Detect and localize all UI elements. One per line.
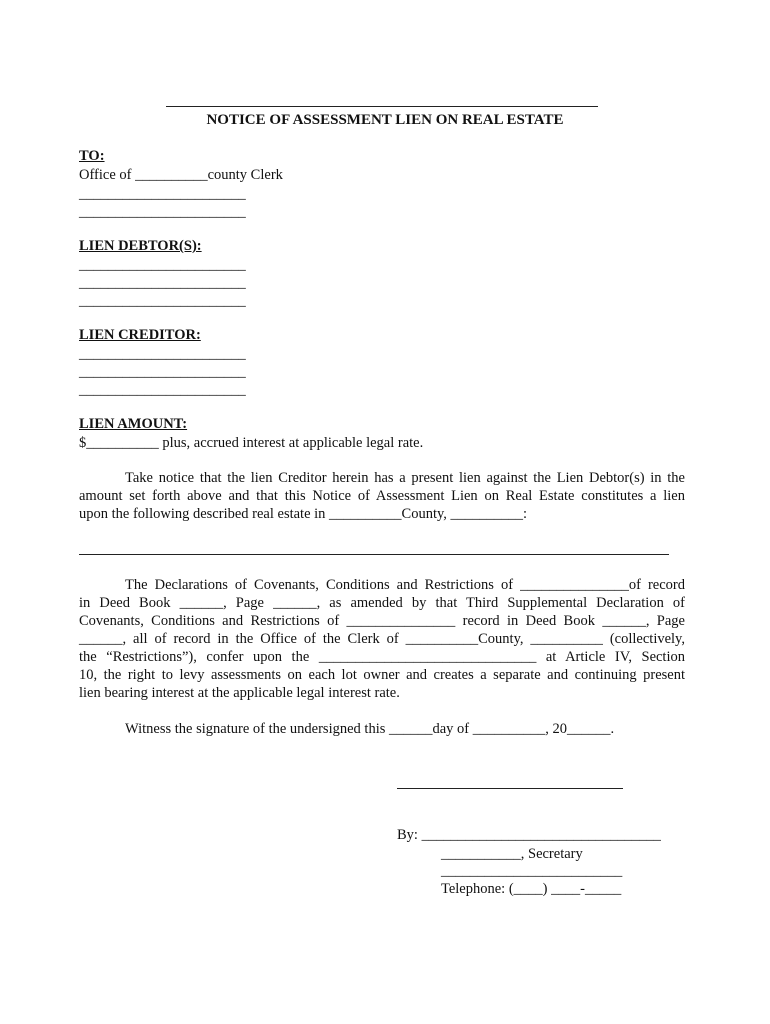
paragraph1-line-2: amount set forth above and that this Notice of Assessment Lien on Real Estate constitutes a lien (79, 488, 685, 504)
paragraph2-line-2: in Deed Book ______, Page ______, as amended by that Third Supplemental Declaration of (79, 595, 685, 611)
creditor-blank-line-3: _______________________ (79, 382, 246, 398)
by-line: By: _________________________________ (397, 827, 661, 843)
telephone-line: Telephone: (____) ____-_____ (441, 881, 622, 897)
paragraph2-line-7: lien bearing interest at the applicable legal interest rate. (79, 685, 400, 701)
lien-debtor-label: LIEN DEBTOR(S): (79, 238, 202, 254)
legal-description-rule (79, 554, 669, 555)
lien-creditor-label: LIEN CREDITOR: (79, 327, 201, 343)
paragraph1-line-3: upon the following described real estate in __________County, __________: (79, 506, 528, 522)
lien-amount-line: $__________ plus, accrued interest at applicable legal rate. (79, 435, 424, 451)
paragraph1-line-1: Take notice that the lien Creditor herein has a present lien against the Lien Debtor(s) in the (125, 470, 685, 486)
to-blank-line-2: _______________________ (79, 204, 246, 220)
office-line: Office of __________county Clerk (79, 167, 283, 183)
debtor-blank-line-1: _______________________ (79, 257, 246, 273)
title-rule (166, 106, 598, 107)
paragraph2-line-4: ______, all of record in the Office of the Clerk of __________County, __________ (collectively, (79, 631, 685, 647)
to-blank-line-1: _______________________ (79, 186, 246, 202)
debtor-blank-line-3: _______________________ (79, 293, 246, 309)
paragraph2-line-5: the “Restrictions”), confer upon the ______________________________ at Article IV, Section (79, 649, 685, 665)
debtor-blank-line-2: _______________________ (79, 275, 246, 291)
witness-line: Witness the signature of the undersigned this ______day of __________, 20______. (125, 721, 615, 737)
paragraph2-line-3: Covenants, Conditions and Restrictions of _______________ record in Deed Book ______, Page (79, 613, 685, 629)
paragraph2-line-6: 10, the right to levy assessments on each lot owner and creates a separate and continuing present (79, 667, 685, 683)
creditor-blank-line-2: _______________________ (79, 364, 246, 380)
creditor-blank-line-1: _______________________ (79, 346, 246, 362)
paragraph2-line-1: The Declarations of Covenants, Conditions and Restrictions of _______________of record (125, 577, 685, 593)
lien-amount-label: LIEN AMOUNT: (79, 416, 188, 432)
signature-rule (397, 788, 623, 789)
secretary-line: ___________, Secretary (441, 846, 583, 862)
signature-blank-line: _________________________ (441, 863, 623, 879)
document-title: NOTICE OF ASSESSMENT LIEN ON REAL ESTATE (206, 112, 564, 128)
to-label: TO: (79, 148, 105, 164)
